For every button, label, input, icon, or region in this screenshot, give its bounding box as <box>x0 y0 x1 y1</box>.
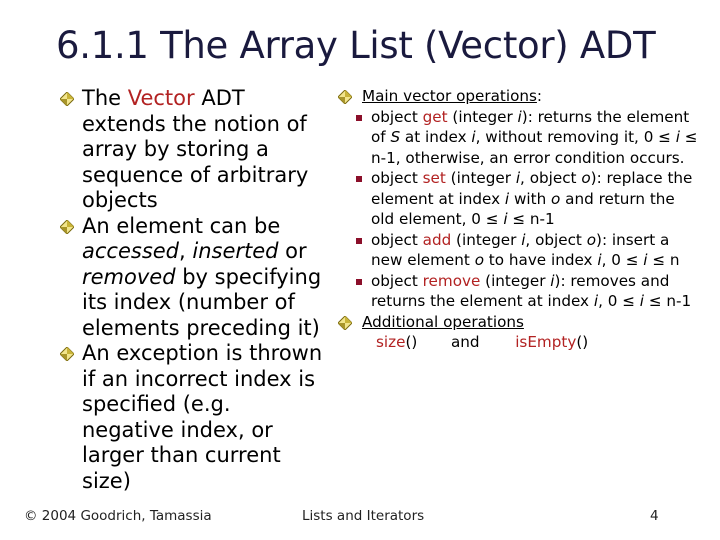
diamond-bullet-icon <box>60 92 74 106</box>
text: An element can be <box>82 213 281 238</box>
diamond-bullet-icon <box>338 90 352 104</box>
op-name-add: add <box>422 230 452 249</box>
left-column <box>62 86 324 494</box>
left-bullet-exception <box>62 341 324 494</box>
text: ADT extends the notion of array by storing a sequence of arbitrary objects <box>82 86 309 212</box>
var: i <box>593 292 599 310</box>
text: object <box>371 271 423 290</box>
left-bullet-vector-adt <box>62 86 324 214</box>
diamond-bullet-icon <box>338 316 352 330</box>
op-name-set: set <box>422 169 446 187</box>
text: , without removing it, 0 ≤ <box>475 128 676 146</box>
text: by specifying its index (number of elements preceding it) <box>82 264 322 340</box>
text: (integer <box>447 107 518 126</box>
footer-section-title: Lists and Iterators <box>302 508 425 524</box>
square-bullet-icon <box>356 238 362 244</box>
op-isempty <box>515 332 588 353</box>
removed-term: removed <box>82 264 176 289</box>
additional-operations-list <box>338 332 698 353</box>
text: and return the old element, 0 ≤ <box>371 189 675 228</box>
var: i <box>639 292 645 310</box>
var: i <box>504 189 510 208</box>
op-name-size: size <box>376 333 406 351</box>
right-column <box>338 86 698 353</box>
text: , object <box>525 230 587 249</box>
op-name-isempty: isEmpty <box>515 333 577 351</box>
main-operations-heading <box>338 86 698 107</box>
text: ≤ n-1 <box>507 210 555 228</box>
text: , 0 ≤ <box>598 292 640 310</box>
text: (integer <box>451 230 522 249</box>
var: i <box>550 271 555 290</box>
var: o <box>551 189 561 208</box>
var: o <box>586 230 597 249</box>
text: ≤ n-1 <box>644 292 692 310</box>
text: () <box>576 333 589 351</box>
additional-operations-heading <box>338 312 698 333</box>
accessed-term: accessed <box>82 239 180 263</box>
op-name-remove: remove <box>422 271 481 290</box>
diamond-bullet-icon <box>60 220 74 234</box>
inserted-term: inserted <box>192 239 279 263</box>
text: () <box>405 333 418 351</box>
var: i <box>643 251 648 269</box>
var: i <box>471 128 476 146</box>
var: i <box>597 251 602 269</box>
text: ): insert a new element <box>371 230 670 269</box>
text: (integer <box>480 271 551 290</box>
text: ): returns the element of <box>371 107 690 146</box>
left-bullet-access <box>62 214 324 342</box>
vector-term: Vector <box>127 86 195 110</box>
text: ≤ n <box>647 251 680 269</box>
heading-text: Additional operations <box>362 312 524 331</box>
operation-set <box>338 168 698 230</box>
text: with <box>509 189 552 208</box>
text: object <box>371 230 423 249</box>
text: ≤ n-1, otherwise, an error condition occurs. <box>371 128 698 167</box>
var: o <box>474 251 484 269</box>
text: and <box>450 333 480 351</box>
operation-remove <box>338 271 698 312</box>
footer-page-number: 4 <box>650 508 659 524</box>
footer-copyright: © 2004 Goodrich, Tamassia <box>24 508 212 524</box>
var: S <box>390 128 401 146</box>
var: i <box>503 210 508 228</box>
text: The <box>82 86 128 110</box>
var: i <box>521 230 526 249</box>
text: , object <box>520 169 582 187</box>
heading-text: Main vector operations <box>362 87 537 105</box>
op-size <box>376 332 417 353</box>
text: to have index <box>483 251 598 269</box>
var: o <box>581 169 591 187</box>
square-bullet-icon <box>356 279 362 285</box>
text: at index <box>400 128 472 146</box>
text: or <box>278 239 307 263</box>
text: (integer <box>445 169 516 187</box>
text: object <box>371 107 423 126</box>
operation-get <box>338 107 698 169</box>
var: i <box>675 128 680 146</box>
op-name-get: get <box>422 107 448 126</box>
var: i <box>517 107 522 126</box>
text: object <box>371 169 423 187</box>
square-bullet-icon <box>356 176 362 182</box>
text: , 0 ≤ <box>601 251 644 269</box>
diamond-bullet-icon <box>60 347 74 361</box>
var: i <box>515 169 521 187</box>
slide-title: 6.1.1 The Array List (Vector) ADT <box>56 24 656 67</box>
text: , <box>179 239 193 263</box>
text: : <box>536 87 543 105</box>
text: An exception is thrown if an incorrect index is specified (e.g. negative index, or larger than current size) <box>82 341 323 493</box>
operation-add <box>338 230 698 271</box>
square-bullet-icon <box>356 115 362 121</box>
text: ): replace the element at index <box>371 169 693 208</box>
text: ): removes and returns the element at index <box>371 271 670 310</box>
